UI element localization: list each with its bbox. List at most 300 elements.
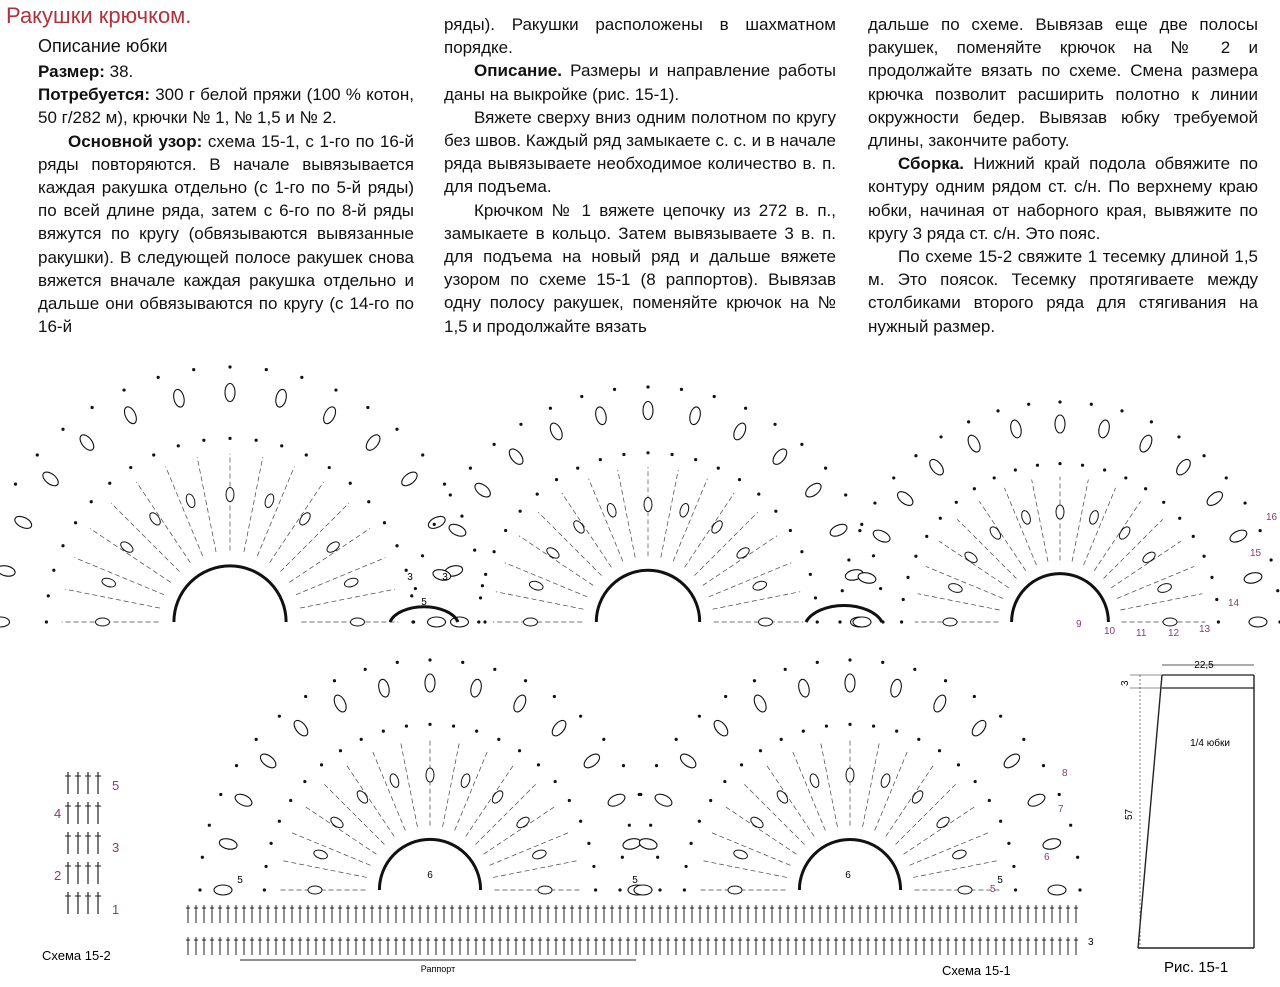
stitch-line	[939, 541, 1009, 587]
row-number: 9	[1076, 619, 1082, 630]
leaf-stitch	[1055, 415, 1065, 433]
stitch-line	[701, 860, 787, 877]
chain-dot	[1014, 468, 1017, 471]
leaf-stitch	[951, 848, 967, 860]
stitch-line	[957, 519, 1016, 578]
chain-dot	[999, 715, 1002, 718]
size-value: 38.	[104, 62, 134, 81]
stitch-line	[673, 479, 707, 562]
leaf-stitch	[828, 522, 849, 539]
shell-base-arch	[379, 839, 480, 890]
leaf-stitch	[1056, 505, 1064, 519]
chain-dot	[800, 550, 803, 553]
leaf-stitch	[258, 751, 278, 770]
row-number: 14	[1228, 598, 1240, 609]
stitch-line	[896, 783, 958, 845]
chain-dot	[738, 478, 741, 481]
leaf-stitch	[185, 493, 197, 509]
assembly-paragraph	[868, 152, 1258, 245]
leaf-stitch	[759, 618, 773, 626]
chain-dot	[90, 500, 93, 503]
chain-dot	[800, 443, 803, 446]
chain-dot	[47, 594, 50, 597]
stitch-line	[918, 594, 1000, 610]
stitch-line	[710, 832, 791, 865]
chain-dot	[724, 695, 727, 698]
chain-dot	[1243, 501, 1246, 504]
description-label: Описание.	[474, 61, 562, 81]
chain-dot	[382, 730, 385, 733]
chain-dot	[646, 385, 649, 388]
chain-dot	[621, 856, 624, 859]
stitch-line	[1084, 488, 1116, 565]
chain-dot	[1103, 468, 1106, 471]
chain-dot	[1210, 576, 1213, 579]
chain-dot	[848, 723, 851, 726]
chain-dot	[475, 730, 478, 733]
stitch-line	[926, 566, 1003, 598]
chain-dot	[537, 763, 540, 766]
base-stitch-rows	[186, 905, 1094, 960]
chain-dot	[421, 453, 424, 456]
chain-dot	[280, 444, 283, 447]
stitch-line	[493, 860, 579, 877]
stitch-line	[476, 783, 538, 845]
stitch-line	[400, 741, 417, 827]
chain-dot	[45, 620, 48, 623]
chain-dot	[774, 510, 777, 513]
leaf-stitch	[634, 885, 652, 895]
chain-dot	[300, 376, 303, 379]
chain-dot	[549, 407, 552, 410]
chain-dot	[713, 395, 716, 398]
skirt-pattern-figure	[1120, 660, 1254, 948]
chain-dot	[698, 715, 701, 718]
leaf-stitch	[515, 815, 531, 830]
chain-dot	[320, 763, 323, 766]
chain-dot	[872, 724, 875, 727]
leaf-stitch	[511, 693, 528, 714]
chain-dot	[1177, 435, 1180, 438]
start-paragraph: Крючком № 1 вяжете цепочку из 272 в. п., замыкаете в кольцо. Затем вывязываете 3 в. п. для подъема на новый ряд и дальше вяжете узором по схеме 15-1 (8 раппортов). Вывязав одну полосу ракушек, поменяйте крючок на № 1,5 и продолжайте вязать	[444, 200, 836, 336]
chain-dot	[492, 550, 495, 553]
chain-dot	[838, 620, 841, 623]
leaf-stitch	[308, 886, 322, 894]
leaf-stitch	[688, 406, 702, 426]
chain-dot	[939, 517, 942, 520]
leaf-stitch	[451, 617, 469, 627]
leaf-stitch	[490, 789, 505, 805]
leaf-stitch	[388, 773, 400, 789]
chain-dot	[587, 842, 590, 845]
chain-dot	[957, 763, 960, 766]
leaf-stitch	[40, 469, 60, 488]
size-label: Размер:	[38, 62, 105, 81]
stitch-line	[685, 493, 735, 567]
stitch-line	[111, 503, 180, 572]
stitch-line	[661, 470, 678, 558]
chain-dot	[383, 521, 386, 524]
chain-dot	[809, 573, 812, 576]
leaf-stitch	[343, 577, 359, 589]
chain-dot	[367, 500, 370, 503]
leaf-stitch	[550, 718, 569, 738]
chain-dot	[879, 587, 882, 590]
chain-dot	[996, 409, 999, 412]
leaf-stitch	[332, 693, 349, 714]
chain-dot	[1178, 517, 1181, 520]
figure-15-1-caption: Рис. 15-1	[1164, 959, 1229, 976]
chain-dot	[554, 780, 557, 783]
leaf-stitch	[1002, 751, 1022, 770]
leaf-stitch	[469, 678, 483, 698]
leaf-stitch	[808, 773, 820, 789]
leaf-stitch	[531, 848, 547, 860]
leaf-stitch	[752, 580, 768, 592]
chain-dot	[906, 576, 909, 579]
leaf-stitch	[594, 406, 608, 426]
leaf-stitch	[351, 618, 365, 626]
stitch-line	[820, 741, 837, 827]
chain-dot	[483, 620, 486, 623]
chain-dot	[576, 466, 579, 469]
leaf-stitch	[1249, 617, 1267, 627]
chain-dot	[536, 493, 539, 496]
chain-dot	[1276, 589, 1279, 592]
stitch-line	[489, 832, 570, 865]
row-number: 12	[1168, 628, 1180, 639]
text-column-1	[38, 60, 414, 338]
chain-dot	[1078, 888, 1081, 891]
scheme2-row-number: 4	[54, 806, 62, 821]
leaf-stitch	[298, 511, 313, 527]
stitch-line	[290, 832, 371, 865]
leaf-stitch	[524, 618, 538, 626]
chain-dot	[366, 406, 369, 409]
chain-dot	[433, 523, 436, 526]
chain-dot	[1058, 400, 1061, 403]
stitch-line	[562, 493, 612, 567]
stitch-line	[75, 558, 165, 595]
scheme2-row-number: 5	[112, 778, 120, 793]
leaf-stitch	[1243, 571, 1263, 585]
stitch-line	[1094, 501, 1140, 571]
size-paragraph	[38, 60, 414, 83]
stitch-line	[257, 467, 294, 557]
chain-dot	[228, 365, 231, 368]
leaf-stitch	[119, 540, 135, 555]
chain-dot	[622, 453, 625, 456]
leaf-stitch	[853, 617, 871, 627]
stitch-line	[519, 536, 593, 586]
stitch-line	[1120, 594, 1202, 610]
scheme2-row-number: 1	[112, 902, 120, 917]
pattern-paragraph	[38, 130, 414, 339]
chain-dot	[955, 501, 958, 504]
leaf-stitch	[846, 768, 854, 782]
chain-dot	[360, 738, 363, 741]
leaf-stitch	[364, 432, 383, 452]
stitch-line	[913, 860, 999, 877]
chain-dot	[449, 493, 452, 496]
stitch-line	[886, 764, 935, 837]
stitch-line	[724, 806, 797, 855]
chain-dot	[473, 549, 476, 552]
chain-dot	[649, 824, 652, 827]
chain-dot	[858, 529, 861, 532]
leaf-stitch	[1042, 837, 1062, 851]
description-paragraph	[444, 59, 836, 105]
chain-dot	[61, 428, 64, 431]
chain-dot	[396, 661, 399, 664]
stitch-line	[280, 503, 349, 572]
leaf-stitch	[1205, 489, 1225, 508]
chain-dot	[235, 764, 238, 767]
chain-dot	[848, 658, 851, 661]
chain-dot	[925, 535, 928, 538]
chain-dot	[61, 544, 64, 547]
stitch-line	[455, 750, 488, 831]
chain-dot	[270, 842, 273, 845]
leaf-stitch	[638, 837, 658, 851]
leaf-stitch	[0, 564, 16, 578]
leaf-stitch	[606, 792, 627, 809]
stitch-line	[136, 482, 190, 563]
row-number: 6	[1044, 852, 1050, 863]
chain-dot	[481, 584, 484, 587]
chain-dot	[1124, 476, 1127, 479]
pattern-quarter-label: 1/4 юбки	[1190, 738, 1230, 749]
leaf-stitch	[472, 481, 492, 500]
scheme-15-2-caption: Схема 15-2	[42, 948, 111, 963]
chain-dot	[208, 824, 211, 827]
chain-dot	[902, 598, 905, 601]
leaf-stitch	[889, 678, 903, 698]
leaf-stitch	[1157, 582, 1173, 594]
leaf-stitch	[943, 618, 957, 626]
chain-dot	[1007, 842, 1010, 845]
leaf-stitch	[770, 446, 789, 466]
leaf-stitch	[644, 498, 652, 512]
leaf-stitch	[927, 457, 946, 477]
chain-dot	[592, 865, 595, 868]
chain-dot	[780, 738, 783, 741]
chain-dot	[108, 482, 111, 485]
stitch-line	[443, 741, 460, 827]
stitch-line	[904, 806, 977, 855]
leaf-stitch	[101, 577, 117, 589]
leaf-stitch	[0, 617, 10, 627]
chain-dot	[900, 620, 903, 623]
leaf-stitch	[857, 571, 877, 585]
chain-dot	[914, 555, 917, 558]
chain-dot	[428, 723, 431, 726]
leaf-stitch	[1137, 433, 1154, 454]
leaf-stitch	[325, 540, 341, 555]
chain-dot	[1076, 856, 1079, 859]
row-number: 11	[1136, 628, 1147, 639]
leaf-stitch	[731, 421, 748, 442]
chain-dot	[841, 589, 844, 592]
chain-dot	[917, 738, 920, 741]
chain-dot	[395, 428, 398, 431]
chain-dot	[802, 730, 805, 733]
leaf-stitch	[460, 773, 472, 789]
chain-dot	[773, 423, 776, 426]
chain-dot	[579, 820, 582, 823]
leaf-stitch	[1020, 509, 1032, 525]
chain-dot	[1022, 738, 1025, 741]
stitch-line	[979, 501, 1025, 571]
chain-dot	[395, 544, 398, 547]
leaf-stitch	[428, 617, 446, 627]
leaf-stitch	[321, 405, 338, 426]
chain-dot	[579, 715, 582, 718]
leaf-stitch	[678, 751, 698, 770]
text-column-3	[868, 13, 1258, 338]
leaf-stitch	[274, 388, 288, 408]
chain-dot	[895, 730, 898, 733]
chain-dot	[421, 554, 424, 557]
chain-dot	[967, 420, 970, 423]
chain-dot	[881, 661, 884, 664]
chain-dot	[1069, 824, 1072, 827]
leaf-stitch	[895, 489, 915, 508]
leaf-stitch	[425, 674, 435, 692]
chain-dot	[228, 437, 231, 440]
scheme2-row-number: 2	[54, 868, 62, 883]
chain-dot	[364, 668, 367, 671]
row-number: 15	[1250, 548, 1262, 559]
stitch-line	[289, 528, 370, 582]
description-value: Размеры и направление работы даны на выкройке (рис. 15-1).	[444, 61, 836, 104]
pattern-top-label: 3	[1120, 680, 1131, 686]
leaf-stitch	[678, 502, 690, 518]
chain-dot	[305, 453, 308, 456]
leaf-stitch	[226, 488, 234, 502]
chain-dot	[328, 466, 331, 469]
stitch-line	[300, 589, 395, 608]
leaf-stitch	[313, 848, 329, 860]
row-number: 8	[1062, 768, 1068, 779]
stitch-line	[90, 528, 171, 582]
chain-dot	[152, 453, 155, 456]
needs-paragraph	[38, 83, 414, 129]
chain-dot	[683, 888, 686, 891]
stitch-line	[304, 806, 377, 855]
leaf-stitch	[426, 768, 434, 782]
chain-dot	[14, 483, 17, 486]
chain-dot	[519, 423, 522, 426]
leaf-stitch	[1026, 792, 1047, 809]
stitch-line	[1004, 488, 1036, 565]
chain-dot	[219, 793, 222, 796]
stitch-line	[372, 750, 405, 831]
chain-dot	[1215, 598, 1218, 601]
shell-base-arch	[799, 839, 900, 890]
leaf-stitch	[797, 678, 811, 698]
leaf-stitch	[528, 580, 544, 592]
leaf-stitch	[122, 405, 139, 426]
chain-dot	[91, 406, 94, 409]
leaf-stitch	[752, 693, 769, 714]
chain-dot	[263, 888, 266, 891]
chain-dot	[497, 738, 500, 741]
stitch-line	[65, 589, 160, 608]
chain-dot	[405, 724, 408, 727]
ring-label: 3	[442, 572, 448, 583]
chain-dot	[1012, 865, 1015, 868]
stitch-line	[909, 832, 990, 865]
chain-dot	[1042, 764, 1045, 767]
leaf-stitch	[988, 525, 1003, 541]
article-title: Ракушки крючком.	[6, 3, 192, 28]
shell-motif	[0, 365, 487, 627]
chain-dot	[202, 439, 205, 442]
ring-label: 5	[997, 875, 1003, 886]
leaf-stitch	[1174, 457, 1193, 477]
stitch-line	[713, 592, 801, 609]
shell-base-arch	[1012, 574, 1109, 622]
stitch-line	[863, 741, 880, 827]
stitch-line	[270, 482, 324, 563]
shell-motif	[838, 400, 1280, 627]
shell-base-arch	[174, 566, 286, 622]
shell-motifs	[0, 365, 1280, 895]
stitch-line	[618, 470, 635, 558]
chain-dot	[201, 856, 204, 859]
chain-dot	[460, 514, 463, 517]
leaf-stitch	[263, 493, 275, 509]
chain-dot	[479, 596, 482, 599]
stitch-line	[466, 764, 515, 837]
chain-dot	[602, 738, 605, 741]
chain-dot	[914, 454, 917, 457]
chain-dot	[1225, 476, 1228, 479]
chain-dot	[993, 476, 996, 479]
leaf-stitch	[77, 432, 96, 452]
stitch-line	[1072, 480, 1088, 562]
stitch-line	[1104, 519, 1163, 578]
chain-dot	[568, 799, 571, 802]
pattern-value: схема 15-1, с 1-го по 16-й ряды повторяются. В начале вывязывается каждая ракушка отдельно (с 1-го по 5-й ряды) по всей длине ряда, затем с 6-го по 8-й ряды вяжутся по кругу (обвязываются вывязанные ракушки). В следующей полосе ракушек снова вяжется вначале каждая ракушка отдельно и дальше они обвязываются по кругу (с 14-го по 16-й	[38, 131, 414, 337]
chain-dot	[278, 820, 281, 823]
ring-label: 5	[421, 597, 427, 608]
chain-dot	[594, 888, 597, 891]
leaf-stitch	[910, 789, 925, 805]
assembly-label: Сборка.	[898, 154, 965, 174]
chain-dot	[493, 443, 496, 446]
chain-dot	[759, 749, 762, 752]
chain-dot	[938, 749, 941, 752]
leaf-stitch	[963, 550, 979, 565]
chain-dot	[1192, 535, 1195, 538]
chain-dot	[740, 763, 743, 766]
chain-dot	[334, 388, 337, 391]
leaf-stitch	[291, 718, 310, 738]
leaf-stitch	[225, 384, 235, 402]
chain-dot	[622, 764, 625, 767]
stitch-line	[1032, 480, 1048, 562]
chain-dot	[1144, 487, 1147, 490]
leaf-stitch	[1048, 885, 1066, 895]
arch	[390, 607, 458, 622]
leaf-stitch	[803, 481, 823, 500]
chain-dot	[944, 679, 947, 682]
chain-dot	[658, 888, 661, 891]
chain-dot	[518, 749, 521, 752]
chain-dot	[157, 376, 160, 379]
